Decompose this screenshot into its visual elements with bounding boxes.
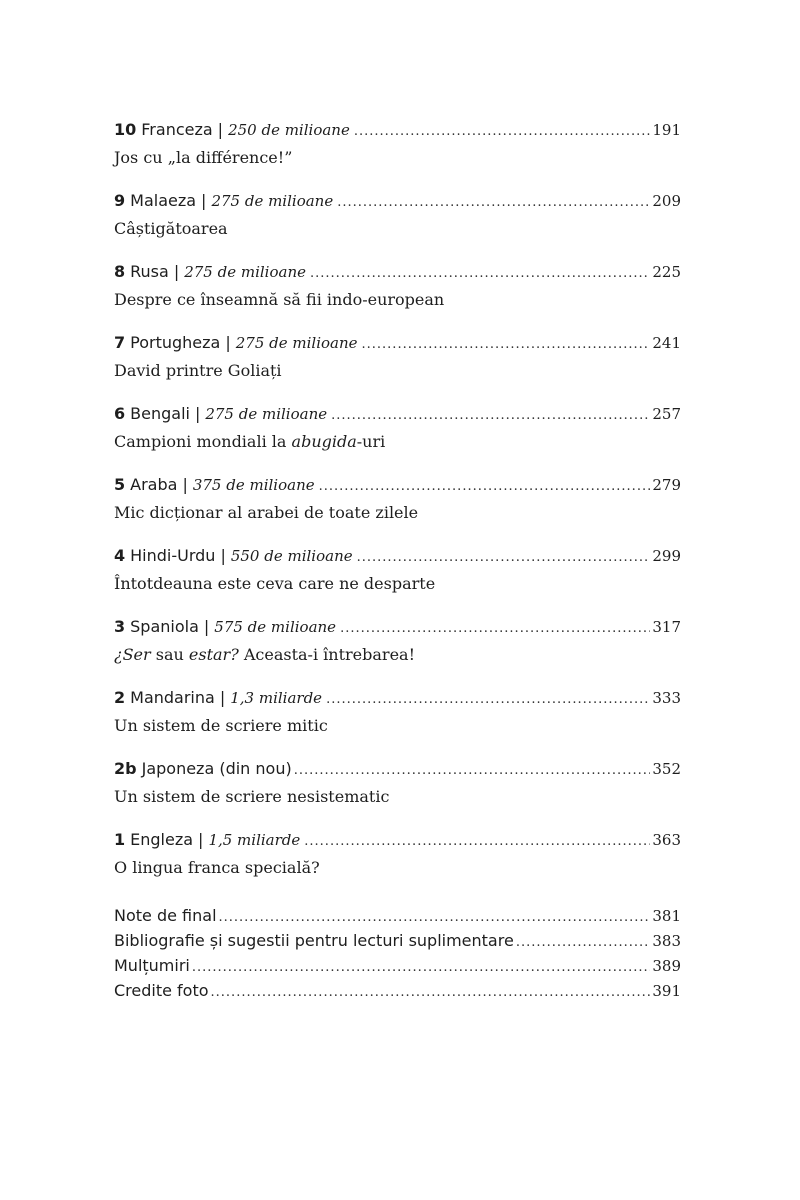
toc-entry-line bbox=[114, 329, 681, 357]
chapter-subtitle-part: Despre ce înseamnă să fii indo-european bbox=[114, 290, 445, 309]
chapter-language: Mandarina bbox=[130, 688, 215, 707]
dot-leader bbox=[219, 905, 651, 930]
back-matter-page-number: 391 bbox=[652, 982, 681, 1000]
chapter-separator: | bbox=[182, 475, 188, 494]
back-matter-title: Mulțumiri bbox=[114, 956, 190, 975]
back-matter-page-number: 383 bbox=[652, 932, 681, 950]
chapter-page-number: 191 bbox=[652, 121, 681, 139]
chapter-subtitle-part: Campioni mondiali la bbox=[114, 432, 292, 451]
toc-back-matter bbox=[114, 903, 681, 1003]
dot-leader bbox=[516, 930, 651, 955]
dot-leader bbox=[211, 980, 651, 1005]
dot-leader bbox=[340, 615, 650, 643]
chapter-subtitle-part: O lingua franca specială? bbox=[114, 858, 320, 877]
chapter-separator: | bbox=[220, 546, 226, 565]
chapter-separator: | bbox=[173, 262, 180, 281]
toc-entry bbox=[114, 258, 681, 314]
dot-leader bbox=[192, 955, 651, 980]
chapter-subtitle-part: Mic dicționar al arabei de toate zilele bbox=[114, 503, 419, 522]
dot-leader bbox=[337, 189, 650, 217]
chapter-separator: | bbox=[194, 404, 201, 423]
dot-leader bbox=[319, 473, 651, 501]
chapter-subtitle-part: Întotdeauna este ceva care ne desparte bbox=[114, 574, 436, 593]
dot-leader bbox=[304, 828, 650, 856]
chapter-page-number: 352 bbox=[652, 760, 681, 778]
dot-leader bbox=[310, 260, 650, 288]
chapter-language: Portugheza bbox=[130, 333, 221, 352]
toc-entry bbox=[114, 329, 681, 385]
chapter-number: 4 bbox=[114, 546, 126, 565]
toc-entry bbox=[114, 542, 681, 598]
chapter-page-number: 317 bbox=[652, 618, 681, 636]
back-matter-line bbox=[114, 928, 681, 953]
chapter-speakers: 375 de milioane bbox=[192, 476, 315, 494]
chapter-subtitle-part: David printre Goliați bbox=[114, 361, 282, 380]
chapter-speakers: 250 de milioane bbox=[228, 121, 350, 139]
toc-entry-line bbox=[114, 755, 681, 783]
chapter-number: 10 bbox=[114, 120, 137, 139]
back-matter-line bbox=[114, 953, 681, 978]
chapter-number: 3 bbox=[114, 617, 126, 636]
chapter-page-number: 209 bbox=[652, 192, 681, 210]
chapter-language: Franceza bbox=[141, 120, 213, 139]
chapter-speakers: 1,5 miliarde bbox=[208, 831, 301, 849]
chapter-speakers: 275 de milioane bbox=[211, 192, 334, 210]
toc-entry bbox=[114, 187, 681, 243]
chapter-page-number: 299 bbox=[652, 547, 681, 565]
chapter-separator: | bbox=[201, 191, 207, 210]
chapter-speakers: 1,3 miliarde bbox=[230, 689, 323, 707]
chapter-separator: | bbox=[219, 688, 226, 707]
chapter-subtitle-part: Jos cu „la différence!” bbox=[114, 148, 293, 167]
chapter-subtitle-part: sau bbox=[150, 645, 189, 664]
back-matter-line bbox=[114, 903, 681, 928]
chapter-subtitle bbox=[114, 783, 681, 811]
chapter-subtitle-part: Un sistem de scriere mitic bbox=[114, 716, 328, 735]
chapter-subtitle bbox=[114, 712, 681, 740]
chapter-page-number: 257 bbox=[652, 405, 681, 423]
toc-entry bbox=[114, 613, 681, 669]
toc-entry bbox=[114, 755, 681, 811]
chapter-subtitle-part: Un sistem de scriere nesistematic bbox=[114, 787, 390, 806]
chapter-subtitle-part: -uri bbox=[356, 432, 386, 451]
toc-entry-line bbox=[114, 684, 681, 712]
chapter-subtitle bbox=[114, 499, 681, 527]
chapter-subtitle bbox=[114, 570, 681, 598]
chapter-language: Japoneza (din nou) bbox=[141, 759, 292, 778]
toc-entry bbox=[114, 116, 681, 172]
chapter-language: Engleza bbox=[130, 830, 194, 849]
chapter-subtitle bbox=[114, 854, 681, 882]
chapter-subtitle-part: ¿Ser bbox=[114, 645, 151, 664]
dot-leader bbox=[331, 402, 650, 430]
chapter-separator: | bbox=[225, 333, 231, 352]
chapter-language: Araba bbox=[130, 475, 178, 494]
chapter-subtitle-part: Câștigătoarea bbox=[114, 219, 228, 238]
chapter-language: Rusa bbox=[130, 262, 169, 281]
chapter-page-number: 333 bbox=[652, 689, 681, 707]
chapter-speakers: 550 de milioane bbox=[230, 547, 353, 565]
chapter-subtitle bbox=[114, 641, 681, 669]
toc-entries bbox=[114, 116, 681, 882]
chapter-number: 1 bbox=[114, 830, 126, 849]
chapter-subtitle bbox=[114, 357, 681, 385]
dot-leader bbox=[294, 757, 651, 785]
toc-entry bbox=[114, 826, 681, 882]
chapter-number: 9 bbox=[114, 191, 126, 210]
chapter-speakers: 575 de milioane bbox=[214, 618, 337, 636]
toc-entry-line bbox=[114, 258, 681, 286]
chapter-subtitle bbox=[114, 215, 681, 243]
toc-entry-line bbox=[114, 187, 681, 215]
chapter-page-number: 241 bbox=[652, 334, 681, 352]
toc-entry bbox=[114, 400, 681, 456]
chapter-subtitle bbox=[114, 286, 681, 314]
chapter-separator: | bbox=[217, 120, 224, 139]
chapter-page-number: 225 bbox=[652, 263, 681, 281]
back-matter-title: Bibliografie și sugestii pentru lecturi suplimentare bbox=[114, 931, 514, 950]
chapter-subtitle bbox=[114, 144, 681, 172]
toc-entry bbox=[114, 684, 681, 740]
chapter-subtitle-part: abugida bbox=[291, 432, 357, 451]
chapter-subtitle-part: estar? bbox=[188, 645, 239, 664]
toc-entry-line bbox=[114, 471, 681, 499]
chapter-separator: | bbox=[198, 830, 204, 849]
back-matter-page-number: 389 bbox=[652, 957, 681, 975]
back-matter-line bbox=[114, 978, 681, 1003]
dot-leader bbox=[326, 686, 650, 714]
chapter-speakers: 275 de milioane bbox=[205, 405, 328, 423]
chapter-language: Malaeza bbox=[130, 191, 197, 210]
chapter-language: Bengali bbox=[130, 404, 190, 423]
back-matter-title: Note de final bbox=[114, 906, 217, 925]
chapter-speakers: 275 de milioane bbox=[184, 263, 306, 281]
chapter-number: 2 bbox=[114, 688, 126, 707]
dot-leader bbox=[362, 331, 651, 359]
chapter-subtitle bbox=[114, 428, 681, 456]
back-matter-page-number: 381 bbox=[652, 907, 681, 925]
toc-entry bbox=[114, 471, 681, 527]
chapter-speakers: 275 de milioane bbox=[235, 334, 358, 352]
chapter-page-number: 363 bbox=[652, 831, 681, 849]
dot-leader bbox=[354, 118, 651, 146]
toc-entry-line bbox=[114, 613, 681, 641]
chapter-page-number: 279 bbox=[652, 476, 681, 494]
chapter-number: 6 bbox=[114, 404, 126, 423]
chapter-separator: | bbox=[203, 617, 210, 636]
toc-entry-line bbox=[114, 542, 681, 570]
back-matter-title: Credite foto bbox=[114, 981, 209, 1000]
chapter-number: 7 bbox=[114, 333, 126, 352]
chapter-number: 2b bbox=[114, 759, 137, 778]
table-of-contents bbox=[114, 116, 681, 1003]
chapter-language: Hindi-Urdu bbox=[130, 546, 216, 565]
chapter-subtitle-part: Aceasta-i întrebarea! bbox=[238, 645, 415, 664]
dot-leader bbox=[357, 544, 651, 572]
toc-entry-line bbox=[114, 826, 681, 854]
chapter-number: 8 bbox=[114, 262, 126, 281]
toc-entry-line bbox=[114, 400, 681, 428]
chapter-number: 5 bbox=[114, 475, 126, 494]
chapter-language: Spaniola bbox=[130, 617, 199, 636]
toc-entry-line bbox=[114, 116, 681, 144]
